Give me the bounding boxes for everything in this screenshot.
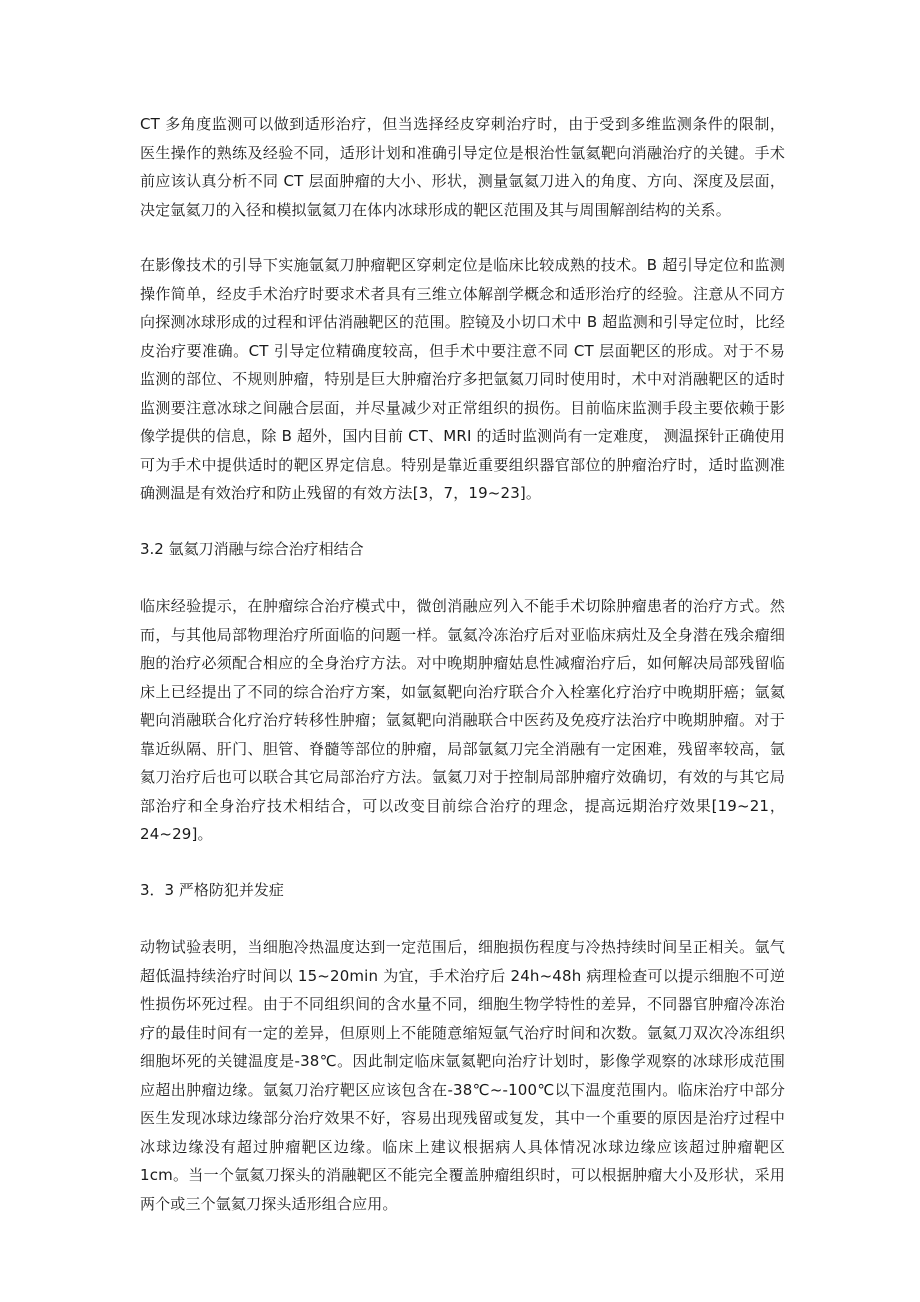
paragraph-combined-therapy: 临床经验提示，在肿瘤综合治疗模式中，微创消融应列入不能手术切除肿瘤患者的治疗方式。然而，与其他局部物理治疗所面临的问题一样。氩氦冷冻治疗后对亚临床病灶及全身潜在残余瘤细胞的治疗必须配合相应的全身治疗方法。对中晚期肿瘤姑息性减瘤治疗后，如何解决局部残留临床上已经提出了不同的综合治疗方案，如氩氦靶向治疗联合介入栓塞化疗治疗中晚期肝癌；氩氦靶向消融联合化疗治疗转移性肿瘤；氩氦靶向消融联合中医药及免疫疗法治疗中晚期肿瘤。对于靠近纵隔、肝门、胆管、脊髓等部位的肿瘤，局部氩氦刀完全消融有一定困难，残留率较高，氩氦刀治疗后也可以联合其它局部治疗方法。氩氦刀对于控制局部肿瘤疗效确切，有效的与其它局部治疗和全身治疗技术相结合，可以改变目前综合治疗的理念，提高远期治疗效果[19~21，24~29]。 (140, 597, 785, 843)
heading-spacer (140, 563, 785, 592)
document-page (140, 110, 785, 1218)
paragraph-spacer (140, 224, 785, 251)
paragraph-spacer (140, 508, 785, 535)
paragraph-spacer (140, 849, 785, 876)
heading-spacer (140, 904, 785, 933)
paragraph-imaging-guidance: 在影像技术的引导下实施氩氦刀肿瘤靶区穿刺定位是临床比较成熟的技术。B 超引导定位和监测操作简单，经皮手术治疗时要求术者具有三维立体解剖学概念和适形治疗的经验。注意从不同方向探测冰球形成的过程和评估消融靶区的范围。腔镜及小切口术中 B 超监测和引导定位时，比经皮治疗要准确。CT 引导定位精确度较高，但手术中要注意不同 CT 层面靶区的形成。对于不易监测的部位、不规则肿瘤，特别是巨大肿瘤治疗多把氩氦刀同时使用时，术中对消融靶区的适时监测要注意冰球之间融合层面，并尽量减少对正常组织的损伤。目前临床监测手段主要依赖于影像学提供的信息，除 B 超外，国内目前 CT、MRI 的适时监测尚有一定难度， 测温探针正确使用可为手术中提供适时的靶区界定信息。特别是靠近重要组织器官部位的肿瘤治疗时，适时监测准确测温是有效治疗和防止残留的有效方法[3，7，19~23]。 (140, 256, 785, 502)
paragraph-ct-monitoring: CT 多角度监测可以做到适形治疗，但当选择经皮穿刺治疗时，由于受到多维监测条件的限制，医生操作的熟练及经验不同，适形计划和准确引导定位是根治性氩氦靶向消融治疗的关键。手术前应该认真分析不同 CT 层面肿瘤的大小、形状，测量氩氦刀进入的角度、方向、深度及层面，决定氩氦刀的入径和模拟氩氦刀在体内冰球形成的靶区范围及其与周围解剖结构的关系。 (140, 115, 785, 219)
section-heading-3-3: 3．3 严格防犯并发症 (140, 880, 284, 899)
section-heading-3-2: 3.2 氩氦刀消融与综合治疗相结合 (140, 539, 364, 558)
paragraph-complications: 动物试验表明，当细胞冷热温度达到一定范围后，细胞损伤程度与冷热持续时间呈正相关。氩气超低温持续治疗时间以 15~20min 为宜，手术治疗后 24h~48h 病理检查可以提示细胞不可逆性损伤坏死过程。由于不同组织间的含水量不同，细胞生物学特性的差异，不同器官肿瘤冷冻治疗的最佳时间有一定的差异，但原则上不能随意缩短氩气治疗时间和次数。氩氦刀双次冷冻组织细胞坏死的关键温度是-38℃。因此制定临床氩氦靶向治疗计划时，影像学观察的冰球形成范围应超出肿瘤边缘。氩氦刀治疗靶区应该包含在-38℃~-100℃以下温度范围内。临床治疗中部分医生发现冰球边缘部分治疗效果不好，容易出现残留或复发，其中一个重要的原因是治疗过程中冰球边缘没有超过肿瘤靶区边缘。临床上建议根据病人具体情况冰球边缘应该超过肿瘤靶区 1cm。当一个氩氦刀探头的消融靶区不能完全覆盖肿瘤组织时，可以根据肿瘤大小及形状，采用两个或三个氩氦刀探头适形组合应用。 (140, 938, 785, 1213)
